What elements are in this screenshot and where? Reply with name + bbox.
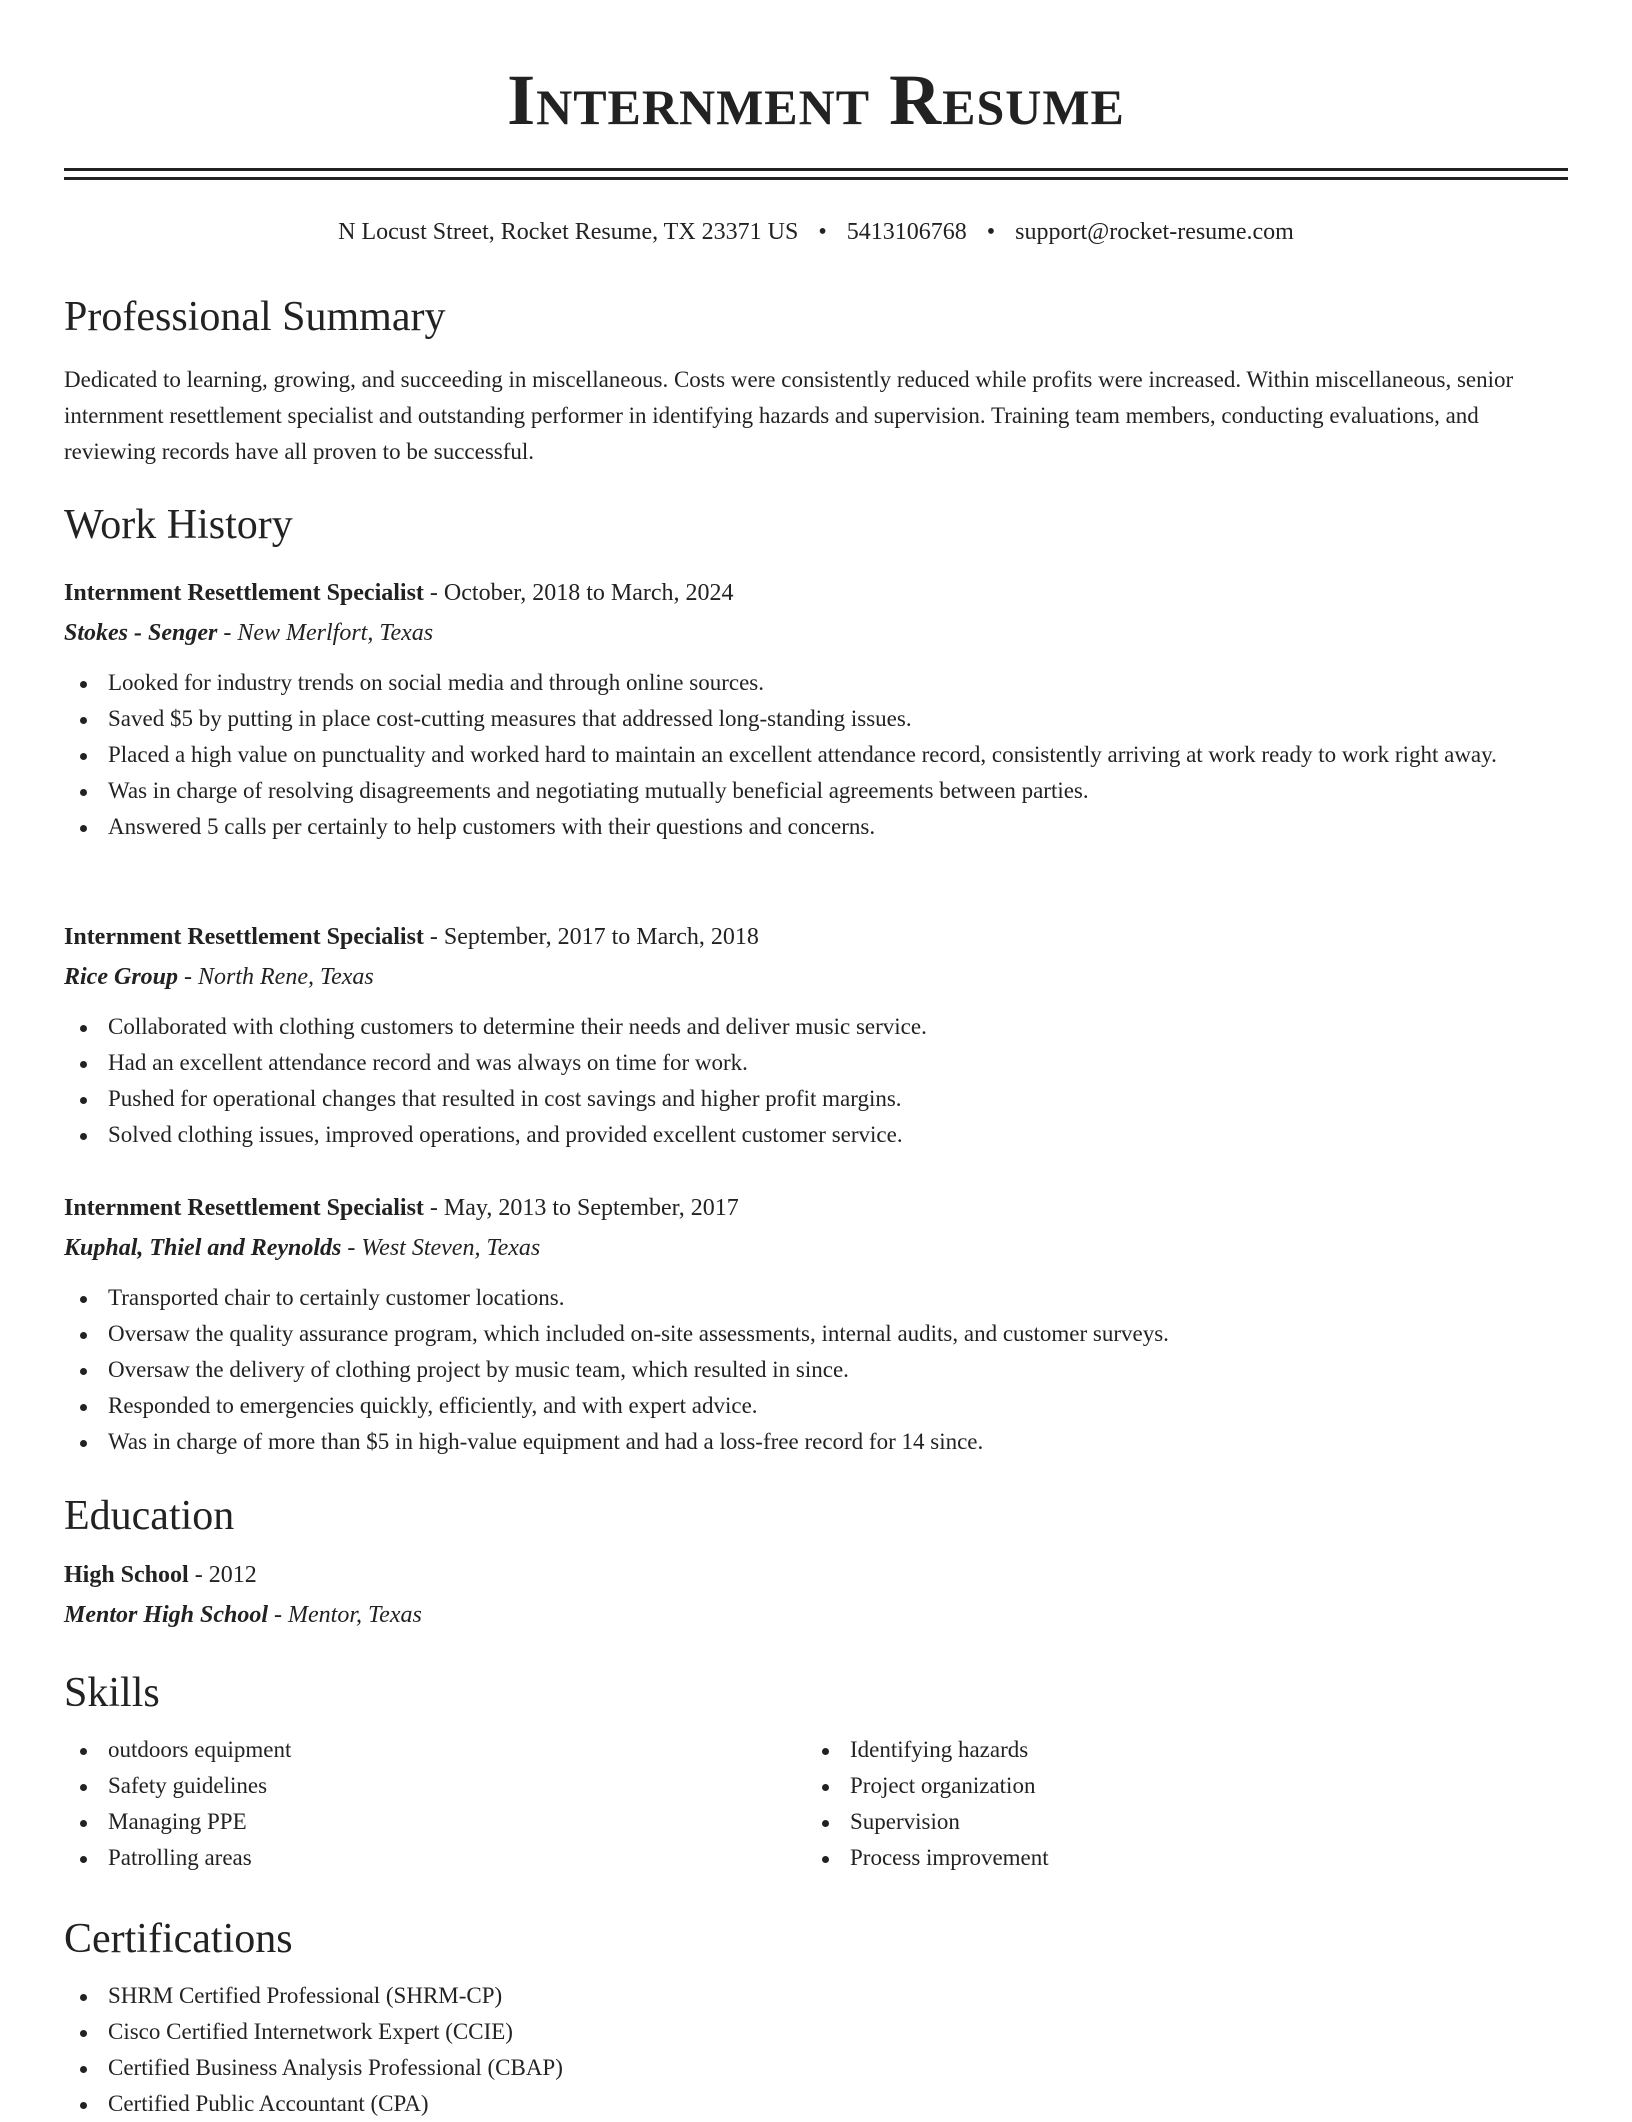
list-item: Transported chair to certainly customer locations.: [64, 1280, 1568, 1316]
skills-list-right: [806, 1732, 1548, 1876]
company-name: Stokes - Senger: [64, 620, 218, 646]
list-item: Answered 5 calls per certainly to help customers with their questions and concerns.: [64, 809, 1568, 845]
skills-list-left: [64, 1732, 806, 1876]
list-item: Looked for industry trends on social media and through online sources.: [64, 665, 1568, 701]
list-item: Collaborated with clothing customers to determine their needs and deliver music service.: [64, 1009, 1568, 1045]
contact-separator: •: [986, 219, 996, 245]
work-history-heading: Work History: [64, 502, 293, 548]
list-item: Saved $5 by putting in place cost-cutting measures that addressed long-standing issues.: [64, 701, 1568, 737]
job-title-line: [64, 919, 1568, 955]
education-heading: Education: [64, 1493, 235, 1539]
title-divider-bottom: [64, 177, 1568, 180]
skills-section: [64, 1668, 1568, 1876]
list-item: Was in charge of resolving disagreements and negotiating mutually beneficial agreements between parties.: [64, 773, 1568, 809]
list-item: Was in charge of more than $5 in high-value equipment and had a loss-free record for 14 since.: [64, 1424, 1568, 1460]
job-title: Internment Resettlement Specialist: [64, 924, 424, 950]
job-dates: - May, 2013 to September, 2017: [423, 1195, 739, 1221]
list-item: SHRM Certified Professional (SHRM-CP): [64, 1978, 1568, 2014]
title-divider-top: [64, 168, 1568, 171]
job-title-line: [64, 1190, 1568, 1226]
education-school: Mentor High School: [64, 1602, 269, 1628]
job-duties-list: [64, 665, 1568, 845]
list-item: Patrolling areas: [64, 1840, 806, 1876]
list-item: Solved clothing issues, improved operations, and provided excellent customer service.: [64, 1117, 1568, 1153]
certifications-section: [64, 1914, 1568, 2122]
education-section: [64, 1491, 1568, 1633]
list-item: Certified Public Accountant (CPA): [64, 2086, 1568, 2122]
resume-page: [64, 0, 1568, 2116]
certifications-list: [64, 1978, 1568, 2122]
list-item: Safety guidelines: [64, 1768, 806, 1804]
job-title: Internment Resettlement Specialist: [64, 1195, 424, 1221]
list-item: Supervision: [806, 1804, 1548, 1840]
summary-text: Dedicated to learning, growing, and succeeding in miscellaneous. Costs were consistently reduced while profits were increased. Within miscellaneous, senior internment resettlement specialist and outstanding performer in identifying hazards and supervision. Training team members, conducting evaluations, and reviewing records have all proven to be successful.: [64, 367, 1514, 464]
education-location: - Mentor, Texas: [268, 1602, 422, 1628]
contact-email: support@rocket-resume.com: [1015, 219, 1294, 245]
work-history-section: [64, 500, 1568, 550]
company-line: [64, 1230, 1568, 1266]
job-title-line: [64, 575, 1568, 611]
job-dates: - September, 2017 to March, 2018: [423, 924, 759, 950]
list-item: Pushed for operational changes that resulted in cost savings and higher profit margins.: [64, 1081, 1568, 1117]
company-line: [64, 959, 1568, 995]
contact-separator: •: [818, 219, 827, 245]
summary-heading: Professional Summary: [64, 294, 446, 340]
list-item: Placed a high value on punctuality and worked hard to maintain an excellent attendance record, consistently arriving at work ready to work right away.: [64, 737, 1568, 773]
education-degree-line: [64, 1557, 1568, 1593]
list-item: Certified Business Analysis Professional (CBAP): [64, 2050, 1568, 2086]
job-duties-list: [64, 1009, 1568, 1153]
skills-heading: Skills: [64, 1670, 160, 1716]
company-location: - New Merlfort, Texas: [217, 620, 434, 646]
list-item: Oversaw the delivery of clothing project by music team, which resulted in since.: [64, 1352, 1568, 1388]
list-item: Responded to emergencies quickly, efficiently, and with expert advice.: [64, 1388, 1568, 1424]
contact-phone: 5413106768: [846, 219, 967, 245]
job-duties-list: [64, 1280, 1568, 1460]
list-item: Identifying hazards: [806, 1732, 1548, 1768]
company-line: [64, 615, 1568, 651]
job-dates: - October, 2018 to March, 2024: [423, 580, 734, 606]
skills-columns: [64, 1732, 1568, 1876]
list-item: outdoors equipment: [64, 1732, 806, 1768]
job-entry: [64, 1190, 1568, 1460]
list-item: Had an excellent attendance record and was always on time for work.: [64, 1045, 1568, 1081]
certifications-heading: Certifications: [64, 1916, 293, 1962]
company-location: - West Steven, Texas: [341, 1235, 541, 1261]
job-entry: [64, 919, 1568, 1153]
job-title: Internment Resettlement Specialist: [64, 580, 424, 606]
job-entry: [64, 575, 1568, 845]
list-item: Process improvement: [806, 1840, 1548, 1876]
contact-line: [64, 216, 1568, 248]
contact-address: N Locust Street, Rocket Resume, TX 23371 US: [338, 219, 799, 245]
list-item: Project organization: [806, 1768, 1548, 1804]
summary-section: [64, 292, 1568, 470]
list-item: Oversaw the quality assurance program, which included on-site assessments, internal audits, and customer surveys.: [64, 1316, 1568, 1352]
education-degree: High School: [64, 1562, 189, 1588]
list-item: Managing PPE: [64, 1804, 806, 1840]
company-name: Kuphal, Thiel and Reynolds: [64, 1235, 342, 1261]
list-item: Cisco Certified Internetwork Expert (CCIE): [64, 2014, 1568, 2050]
resume-title: Internment Resume: [507, 60, 1125, 140]
company-location: - North Rene, Texas: [178, 964, 374, 990]
company-name: Rice Group: [64, 964, 178, 990]
education-year: - 2012: [188, 1562, 257, 1588]
education-school-line: [64, 1597, 1568, 1633]
